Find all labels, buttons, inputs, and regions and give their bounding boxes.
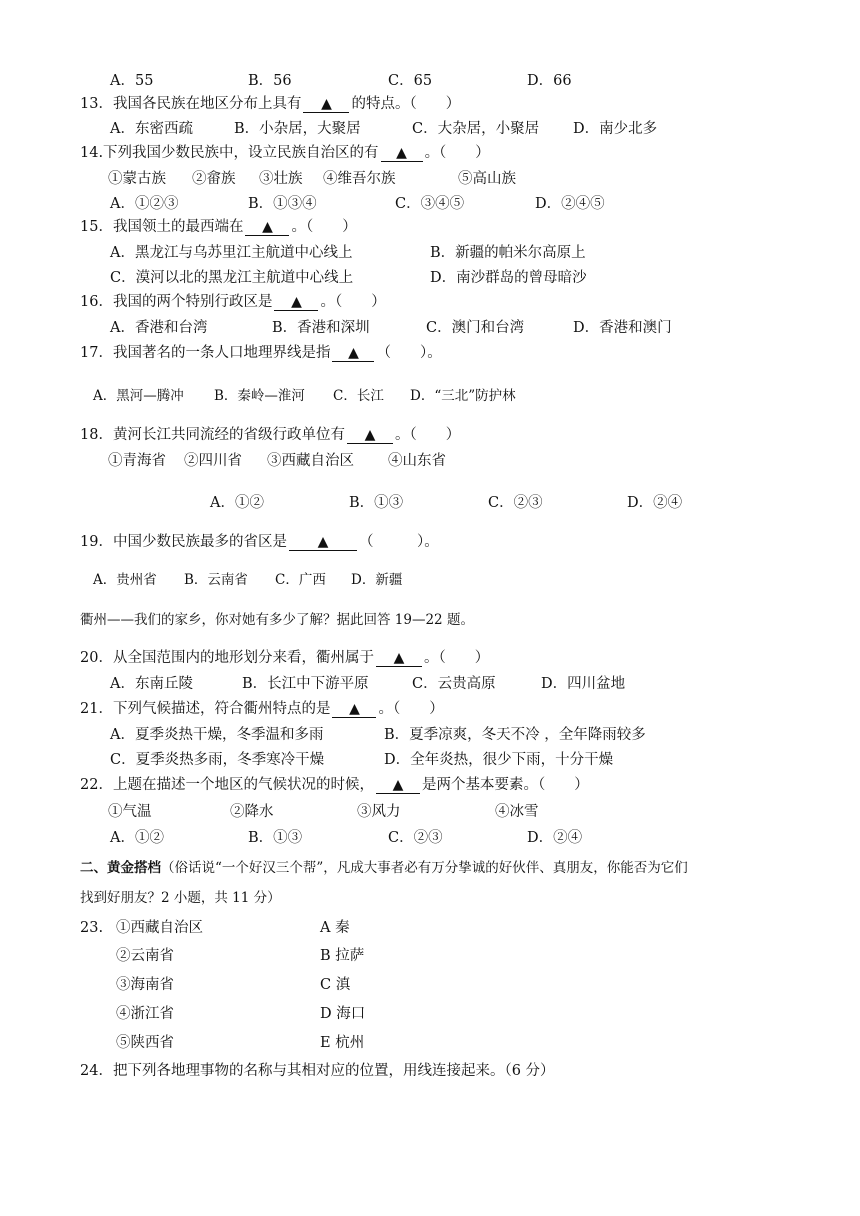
right-item-a: A 秦 [320, 920, 350, 936]
question-21: 21．下列气候描述，符合衢州特点的是 ▲ 。（ ） [80, 701, 444, 717]
left-item-2: ②云南省 [116, 948, 174, 964]
option-b: B．香港和深圳 [272, 320, 370, 336]
option-a: A．贵州省 [93, 572, 157, 588]
item-4: ④维吾尔族 [323, 171, 396, 187]
question-19: 19．中国少数民族最多的省区是 ▲ （ ）。 [80, 534, 439, 550]
option-b: B．小杂居，大聚居 [234, 121, 361, 137]
question-number: 23. [80, 920, 104, 936]
left-item-4: ④浙江省 [116, 1006, 174, 1022]
option-c: C．65 [388, 73, 433, 89]
question-15: 15．我国领土的最西端在 ▲ 。（ ） [80, 219, 357, 235]
option-c: C．澳门和台湾 [426, 320, 525, 336]
option-c: C．②③ [488, 495, 543, 511]
option-d: D．新疆 [351, 572, 403, 588]
option-b: B．①③④ [248, 196, 317, 212]
option-d: D．66 [527, 73, 572, 89]
answer-blank: ▲ [376, 777, 420, 794]
answer-blank: ▲ [381, 145, 423, 162]
right-item-c: C 滇 [320, 977, 351, 993]
answer-blank: ▲ [289, 534, 357, 551]
option-a: A．①② [110, 830, 164, 846]
option-d: D．香港和澳门 [573, 320, 672, 336]
item-3: ③西藏自治区 [267, 453, 354, 469]
option-d: D．②④ [627, 495, 683, 511]
left-item-3: ③海南省 [116, 977, 174, 993]
option-d: D．“三北”防护林 [410, 388, 516, 404]
item-2: ②畲族 [192, 171, 236, 187]
item-3: ③风力 [357, 804, 401, 820]
section-description: （俗话说“一个好汉三个帮”，凡成大事者必有万分挚诚的好伙伴、真朋友，你能否为它们 [161, 860, 688, 876]
section-2-heading [80, 858, 688, 878]
option-a: A．东密西疏 [110, 121, 193, 137]
option-d: D．②④⑤ [535, 196, 605, 212]
item-5: ⑤高山族 [458, 171, 516, 187]
option-b: B．①③ [349, 495, 404, 511]
option-b: B．秦岭—淮河 [214, 388, 305, 404]
option-d: D．南少北多 [573, 121, 658, 137]
item-2: ②降水 [230, 804, 274, 820]
left-item-5: ⑤陕西省 [116, 1035, 174, 1051]
option-d: D．四川盆地 [541, 676, 626, 692]
answer-blank: ▲ [274, 294, 318, 311]
item-3: ③壮族 [259, 171, 303, 187]
section-2-description-cont: 找到好朋友？2 小题，共 11 分） [80, 890, 281, 906]
answer-blank: ▲ [245, 219, 289, 236]
right-item-b: B 拉萨 [320, 948, 365, 964]
section-title: 二、黄金搭档 [80, 860, 161, 876]
item-4: ④山东省 [388, 453, 446, 469]
option-b: B．56 [248, 73, 292, 89]
option-b: B．①③ [248, 830, 303, 846]
option-a: A．东南丘陵 [110, 676, 193, 692]
item-1: ①蒙古族 [108, 171, 166, 187]
option-b: B．夏季凉爽，冬天不冷 ，全年降雨较多 [384, 727, 646, 743]
option-a: A．①②③ [110, 196, 179, 212]
question-14: 14.下列我国少数民族中，设立民族自治区的有 ▲ 。（ ） [80, 145, 490, 161]
question-17: 17．我国著名的一条人口地理界线是指 ▲ （ ）。 [80, 345, 442, 361]
question-20: 20．从全国范围内的地形划分来看，衢州属于 ▲ 。（ ） [80, 650, 490, 666]
question-18: 18．黄河长江共同流经的省级行政单位有 ▲ 。（ ） [80, 427, 461, 443]
answer-blank: ▲ [303, 96, 349, 113]
option-b: B．新疆的帕米尔高原上 [430, 245, 586, 261]
option-c: C．漠河以北的黑龙江主航道中心线上 [110, 270, 354, 286]
option-c: C．长江 [333, 388, 384, 404]
option-b: B．长江中下游平原 [242, 676, 369, 692]
option-d: D．②④ [527, 830, 583, 846]
option-d: D．南沙群岛的曾母暗沙 [430, 270, 587, 286]
option-c: C．夏季炎热多雨，冬季寒冷干燥 [110, 752, 325, 768]
option-a: A．香港和台湾 [110, 320, 208, 336]
option-c: C．②③ [388, 830, 443, 846]
question-22: 22．上题在描述一个地区的气候状况的时候， ▲ 是两个基本要素。（ ） [80, 777, 589, 793]
right-item-e: E 杭州 [320, 1035, 365, 1051]
answer-blank: ▲ [376, 650, 422, 667]
item-1: ①气温 [108, 804, 152, 820]
option-c: C．③④⑤ [395, 196, 465, 212]
item-2: ②四川省 [184, 453, 242, 469]
question-24: 24．把下列各地理事物的名称与其相对应的位置，用线连接起来。（6 分） [80, 1063, 555, 1079]
answer-blank: ▲ [332, 701, 376, 718]
left-item-1: ①西藏自治区 [116, 920, 203, 936]
option-b: B．云南省 [184, 572, 248, 588]
option-d: D．全年炎热，很少下雨，十分干燥 [384, 752, 614, 768]
option-c: C．云贵高原 [412, 676, 496, 692]
passage-intro: 衢州——我们的家乡，你对她有多少了解？据此回答 19—22 题。 [80, 612, 474, 628]
question-16: 16．我国的两个特别行政区是 ▲ 。（ ） [80, 294, 386, 310]
right-item-d: D 海口 [320, 1006, 366, 1022]
item-1: ①青海省 [108, 453, 166, 469]
answer-blank: ▲ [332, 345, 374, 362]
option-a: A．夏季炎热干燥，冬季温和多雨 [110, 727, 324, 743]
option-a: A．黑河—腾冲 [93, 388, 184, 404]
option-c: C．广西 [275, 572, 326, 588]
answer-blank: ▲ [347, 427, 393, 444]
item-4: ④冰雪 [495, 804, 539, 820]
option-a: A．①② [210, 495, 264, 511]
question-13: 13．我国各民族在地区分布上具有 ▲ 的特点。（ ） [80, 96, 461, 112]
option-a: A．55 [110, 73, 154, 89]
option-a: A．黑龙江与乌苏里江主航道中心线上 [110, 245, 353, 261]
option-c: C．大杂居，小聚居 [412, 121, 540, 137]
